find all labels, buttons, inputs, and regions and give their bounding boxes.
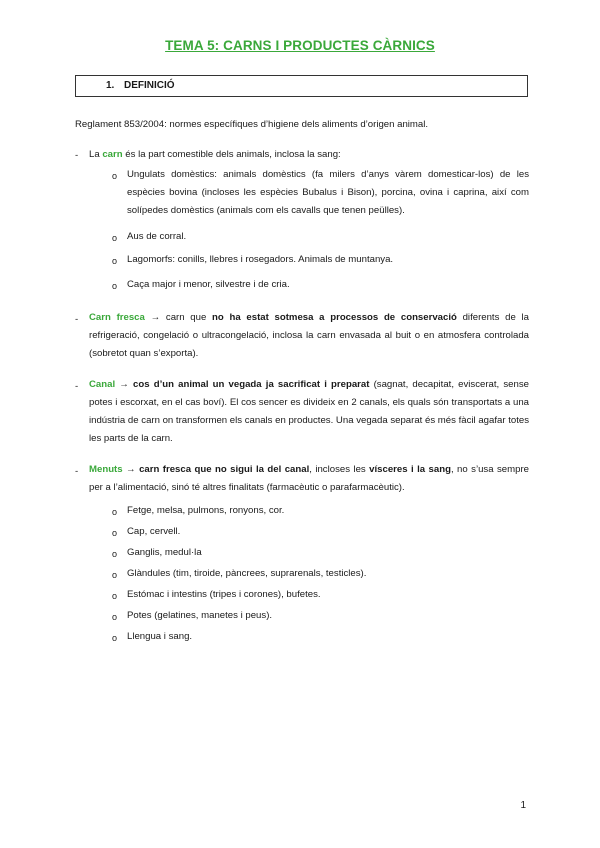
page-title: TEMA 5: CARNS I PRODUCTES CÀRNICS [165,38,435,53]
bullet-marker: o [112,549,118,559]
section-header [75,75,528,97]
bullet-marker: o [112,570,118,580]
bullet-marker: o [112,507,118,517]
menuts-item-3: Ganglis, medul·la [127,547,202,558]
bullet-marker: o [112,281,118,291]
section-number: 1. [106,80,115,91]
menuts-definition: Menuts → carn fresca que no sigui la del canal, incloses les vísceres i la sang, no s’usa sempre per a l’alimentació, sinó té altres finalitats (farmacèutic o parafarmacèutic). [89,464,529,493]
bullet-marker: o [112,591,118,601]
regulation-text: Reglament 853/2004: normes específiques d’higiene dels aliments d’origen animal. [75,119,429,130]
canal-definition: Canal → cos d’un animal un vegada ja sacrificat i preparat (sagnat, decapitat, eviscerat, sense potes i escorxat, en el cas boví). El cos sencer es divideix en 2 canals, els quals són transportats a una indústria de carn on transformen els canals en productes. Una vegada separat és més fàcil agafar totes les parts de la carn. [89,379,529,444]
menuts-item-4: Glàndules (tim, tiroide, pàncrees, suprarenals, testicles). [127,568,367,579]
term-canal: Canal [89,379,116,390]
bullet-marker: o [112,528,118,538]
dash-marker: - [75,466,79,477]
menuts-item-5: Estómac i intestins (tripes i corones), bufetes. [127,589,321,600]
term-carn: carn [102,149,123,160]
menuts-item-2: Cap, cervell. [127,526,181,537]
bullet-marker: o [112,633,118,643]
bullet-marker: o [112,171,118,181]
carn-item-1: Ungulats domèstics: animals domèstics (fa milers d’anys vàrem domesticar-los) de les espècies bovina (incloses les espècies Bubalus i Bison), porcina, ovina i caprina, així com solípedes domèstics (animals com els cavalls que tenen peülles). [127,169,529,216]
menuts-item-1: Fetge, melsa, pulmons, ronyons, cor. [127,505,285,516]
menuts-item-6: Potes (gelatines, manetes i peus). [127,610,273,621]
carn-item-2: Aus de corral. [127,231,187,242]
dash-marker: - [75,381,79,392]
term-carn-fresca: Carn fresca [89,312,145,323]
carn-item-4: Caça major i menor, silvestre i de cria. [127,279,290,290]
carn-fresca-definition: Carn fresca → carn que no ha estat sotmesa a processos de conservació diferents de la refrigeració, congelació o ultracongelació, inclosa la carn envasada al buit o en atmosfera controlada (sobretot quan s’exporta). [89,312,529,359]
carn-definition: La carn és la part comestible dels animals, inclosa la sang: [89,149,341,160]
section-label: DEFINICIÓ [124,80,175,91]
menuts-item-7: Llengua i sang. [127,631,193,642]
bullet-marker: o [112,256,118,266]
page-number: 1 [520,800,526,811]
carn-item-3: Lagomorfs: conills, llebres i rosegadors. Animals de muntanya. [127,254,394,265]
term-menuts: Menuts [89,464,123,475]
dash-marker: - [75,150,79,161]
bullet-marker: o [112,612,118,622]
dash-marker: - [75,314,79,325]
bullet-marker: o [112,233,118,243]
